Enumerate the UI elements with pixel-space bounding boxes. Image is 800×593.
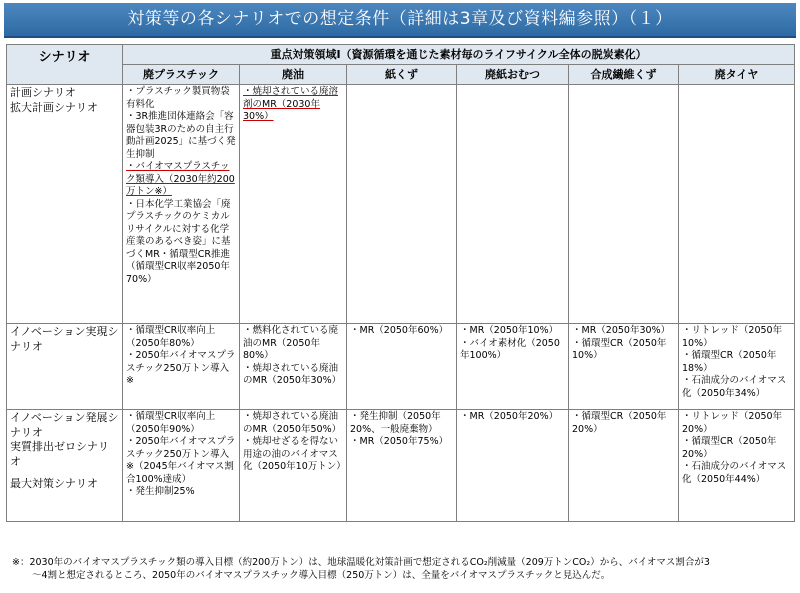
condition-item: ・焼却されている廃溶剤のMR（2030年30%） bbox=[243, 86, 339, 122]
scenario-cell bbox=[7, 85, 123, 324]
condition-item: ・MR（2050年75%） bbox=[350, 436, 449, 447]
condition-item: ・2050年バイオマスプラスチック250万トン導入※（2045年バイオマス割合100%達成） bbox=[126, 436, 236, 485]
table-cell bbox=[569, 410, 679, 522]
table-cell bbox=[123, 410, 240, 522]
focus-area-header: 重点対策領域Ⅰ（資源循環を通じた素材毎のライフサイクル全体の脱炭素化） bbox=[123, 45, 795, 65]
scenario-name: 計画シナリオ bbox=[10, 86, 76, 99]
condition-item: ・MR（2050年10%） bbox=[460, 325, 559, 336]
condition-item: ・循環型CR収率向上（2050年90%） bbox=[126, 411, 216, 435]
column-header-waste-diapers: 廃紙おむつ bbox=[457, 65, 569, 85]
condition-item: ・石油成分のバイオマス化（2050年34%） bbox=[682, 375, 787, 399]
condition-item: ・石油成分のバイオマス化（2050年44%） bbox=[682, 461, 787, 485]
condition-item: ・循環型CR（2050年20%） bbox=[572, 411, 667, 435]
table-cell bbox=[123, 85, 240, 324]
condition-item: ・MR（2050年20%） bbox=[460, 411, 559, 422]
page-title: 対策等の各シナリオでの想定条件（詳細は3章及び資料編参照）（１） bbox=[4, 3, 796, 38]
table-row bbox=[7, 410, 795, 522]
condition-item: ・循環型CR（2050年10%） bbox=[572, 337, 667, 361]
scenario-name: イノベーション実現シナリオ bbox=[10, 325, 119, 353]
column-header-waste-oil: 廃油 bbox=[240, 65, 347, 85]
footnote-line: ※：2030年のバイオマスプラスチック類の導入目標（約200万トン）は、地球温暖化対策計画で想定されるCO₂削減量（209万トンCO₂）から、バイオマス割合が3 bbox=[12, 557, 710, 568]
table-cell bbox=[679, 85, 795, 324]
condition-item: ・循環型CR収率向上（2050年80%） bbox=[126, 325, 216, 349]
table-cell bbox=[457, 85, 569, 324]
scenario-cell bbox=[7, 410, 123, 522]
table-cell bbox=[347, 85, 457, 324]
scenario-column-header: シナリオ bbox=[7, 45, 123, 85]
table-cell bbox=[679, 410, 795, 522]
condition-item: ・焼却せざるを得ない用途の油のバイオマス化（2050年10万トン） bbox=[243, 436, 346, 472]
scenario-name: 拡大計画シナリオ bbox=[10, 100, 98, 114]
condition-item: ・プラスチック製買物袋 有料化 bbox=[126, 86, 240, 110]
table-cell bbox=[240, 85, 347, 324]
table-cell bbox=[123, 324, 240, 410]
table-cell bbox=[240, 324, 347, 410]
condition-item: ・3R推進団体連絡会「容器包装3Rのための自主行動計画2025」に基づく発生抑制 bbox=[126, 111, 236, 160]
scenario-name: イノベーション発展シナリオ bbox=[10, 411, 119, 439]
table-cell bbox=[457, 410, 569, 522]
scenario-name: 最大対策シナリオ bbox=[10, 477, 98, 490]
condition-item: ・リトレッド（2050年20%） bbox=[682, 411, 783, 435]
footnote-line: ～4割と想定されるところ、2050年のバイオマスプラスチック導入目標（250万トン）は、全量をバイオマスプラスチックと見込んだ。 bbox=[32, 570, 611, 581]
table-cell bbox=[347, 410, 457, 522]
condition-item: ・MR（2050年30%） bbox=[572, 325, 671, 336]
table-cell bbox=[457, 324, 569, 410]
table-cell bbox=[569, 85, 679, 324]
footnote bbox=[12, 556, 792, 582]
table-row bbox=[7, 85, 795, 324]
condition-item: ・バイオマスプラスチック類導入（2030年約200万トン※） bbox=[126, 161, 235, 197]
condition-item: ・焼却されている廃油のMR（2050年30%） bbox=[243, 362, 342, 386]
condition-item: ・バイオ素材化（2050年100%） bbox=[460, 337, 560, 361]
condition-item: ・発生抑制25% bbox=[126, 486, 195, 497]
column-header-waste-plastic: 廃プラスチック bbox=[123, 65, 240, 85]
condition-item: ・循環型CR（2050年18%） bbox=[682, 350, 777, 374]
condition-item: ・発生抑制（2050年20%、一般廃棄物） bbox=[350, 411, 441, 435]
condition-item: ・焼却されている廃油のMR（2050年50%） bbox=[243, 411, 342, 435]
column-header-paper-waste: 紙くず bbox=[347, 65, 457, 85]
table-cell bbox=[240, 410, 347, 522]
table-cell bbox=[347, 324, 457, 410]
condition-item: ・循環型CR（2050年20%） bbox=[682, 436, 777, 460]
table-cell bbox=[569, 324, 679, 410]
condition-item: ・リトレッド（2050年10%） bbox=[682, 325, 783, 349]
condition-item: ・日本化学工業協会「廃プラスチックのケミカルリサイクルに対する化学産業のあるべき姿」に基づくMR・循環型CR推進（循環型CR収率2050年70%） bbox=[126, 198, 231, 285]
scenario-cell bbox=[7, 324, 123, 410]
scenario-name: 実質排出ゼロシナリオ bbox=[10, 440, 109, 468]
condition-item: ・MR（2050年60%） bbox=[350, 325, 449, 336]
table-row bbox=[7, 324, 795, 410]
condition-item: ・燃料化されている廃油のMR（2050年80%） bbox=[243, 325, 339, 361]
table-cell bbox=[679, 324, 795, 410]
column-header-waste-tires: 廃タイヤ bbox=[679, 65, 795, 85]
column-header-synthetic-fiber: 合成繊維くず bbox=[569, 65, 679, 85]
condition-item: ・2050年バイオマスプラスチック250万トン導入※ bbox=[126, 350, 236, 386]
scenario-table bbox=[6, 44, 795, 522]
